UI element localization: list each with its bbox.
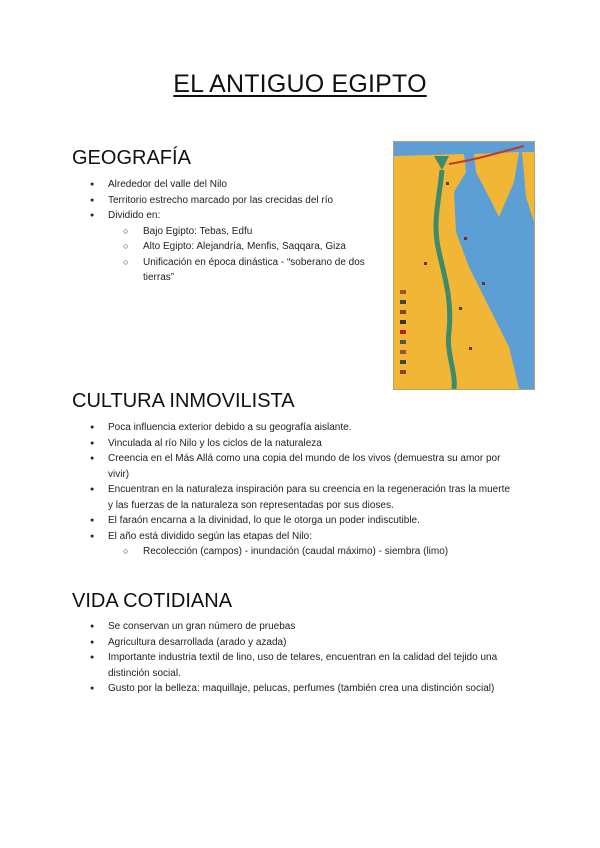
list-item: ● El año está dividido según las etapas del Nilo: ○ Recolección (campos) - inundación (caudal máximo) - siembra (limo) (90, 529, 510, 560)
site-marker (469, 347, 472, 350)
vida-list (90, 619, 510, 697)
legend-swatch (400, 330, 406, 334)
list-item: ● Gusto por la belleza: maquillaje, pelucas, perfumes (también crea una distinción social) (90, 681, 510, 697)
legend-swatch (400, 340, 406, 344)
site-marker (464, 237, 467, 240)
site-marker (424, 262, 427, 265)
section-heading-cultura: CULTURA INMOVILISTA (72, 390, 295, 412)
legend-swatch (400, 370, 406, 374)
list-item: ● Vinculada al río Nilo y los ciclos de la naturaleza (90, 436, 510, 452)
list-item: ● Agricultura desarrollada (arado y azada) (90, 635, 510, 651)
legend-swatch (400, 290, 406, 294)
geografia-list (90, 177, 380, 286)
legend-swatch (400, 310, 406, 314)
cultura-list (90, 420, 510, 560)
legend-swatch (400, 300, 406, 304)
page-title: EL ANTIGUO EGIPTO (173, 70, 427, 98)
list-item: ● El faraón encarna a la divinidad, lo que le otorga un poder indiscutible. (90, 513, 510, 529)
sublist-item: ○ Alto Egipto: Alejandría, Menfis, Saqqara, Giza (123, 239, 380, 255)
map-legend (400, 290, 406, 374)
list-item: ● Creencia en el Más Allá como una copia del mundo de los vivos (demuestra su amor por vivir) (90, 451, 510, 482)
list-item: ● Territorio estrecho marcado por las crecidas del río (90, 193, 380, 209)
list-item: ● Alrededor del valle del Nilo (90, 177, 380, 193)
list-item: ● Dividido en: ○ Bajo Egipto: Tebas, Edfu ○ Alto Egipto: Alejandría, Menfis, Saqqara, Giza ○ Unificación en época dinástica - “soberano de dos tierras” (90, 208, 380, 286)
section-heading-vida: VIDA COTIDIANA (72, 590, 233, 612)
site-marker (482, 282, 485, 285)
cultura-sublist (123, 544, 510, 560)
site-marker (459, 307, 462, 310)
legend-swatch (400, 320, 406, 324)
geografia-sublist (123, 224, 380, 286)
legend-swatch (400, 350, 406, 354)
egypt-map-image (393, 141, 535, 390)
sublist-item: ○ Recolección (campos) - inundación (caudal máximo) - siembra (limo) (123, 544, 510, 560)
section-heading-geografia: GEOGRAFÍA (72, 147, 191, 169)
egypt-map-illustration (394, 142, 534, 389)
list-item: ● Se conservan un gran número de pruebas (90, 619, 510, 635)
list-item: ● Importante industria textil de lino, uso de telares, encuentran en la calidad del tejido una distinción social. (90, 650, 510, 681)
sublist-item: ○ Bajo Egipto: Tebas, Edfu (123, 224, 380, 240)
list-item: ● Poca influencia exterior debido a su geografía aislante. (90, 420, 510, 436)
list-item: ● Encuentran en la naturaleza inspiración para su creencia en la regeneración tras la muerte y las fuerzas de la naturaleza son representadas por sus dioses. (90, 482, 510, 513)
sublist-item: ○ Unificación en época dinástica - “soberano de dos tierras” (123, 255, 373, 286)
legend-swatch (400, 360, 406, 364)
site-marker (446, 182, 449, 185)
